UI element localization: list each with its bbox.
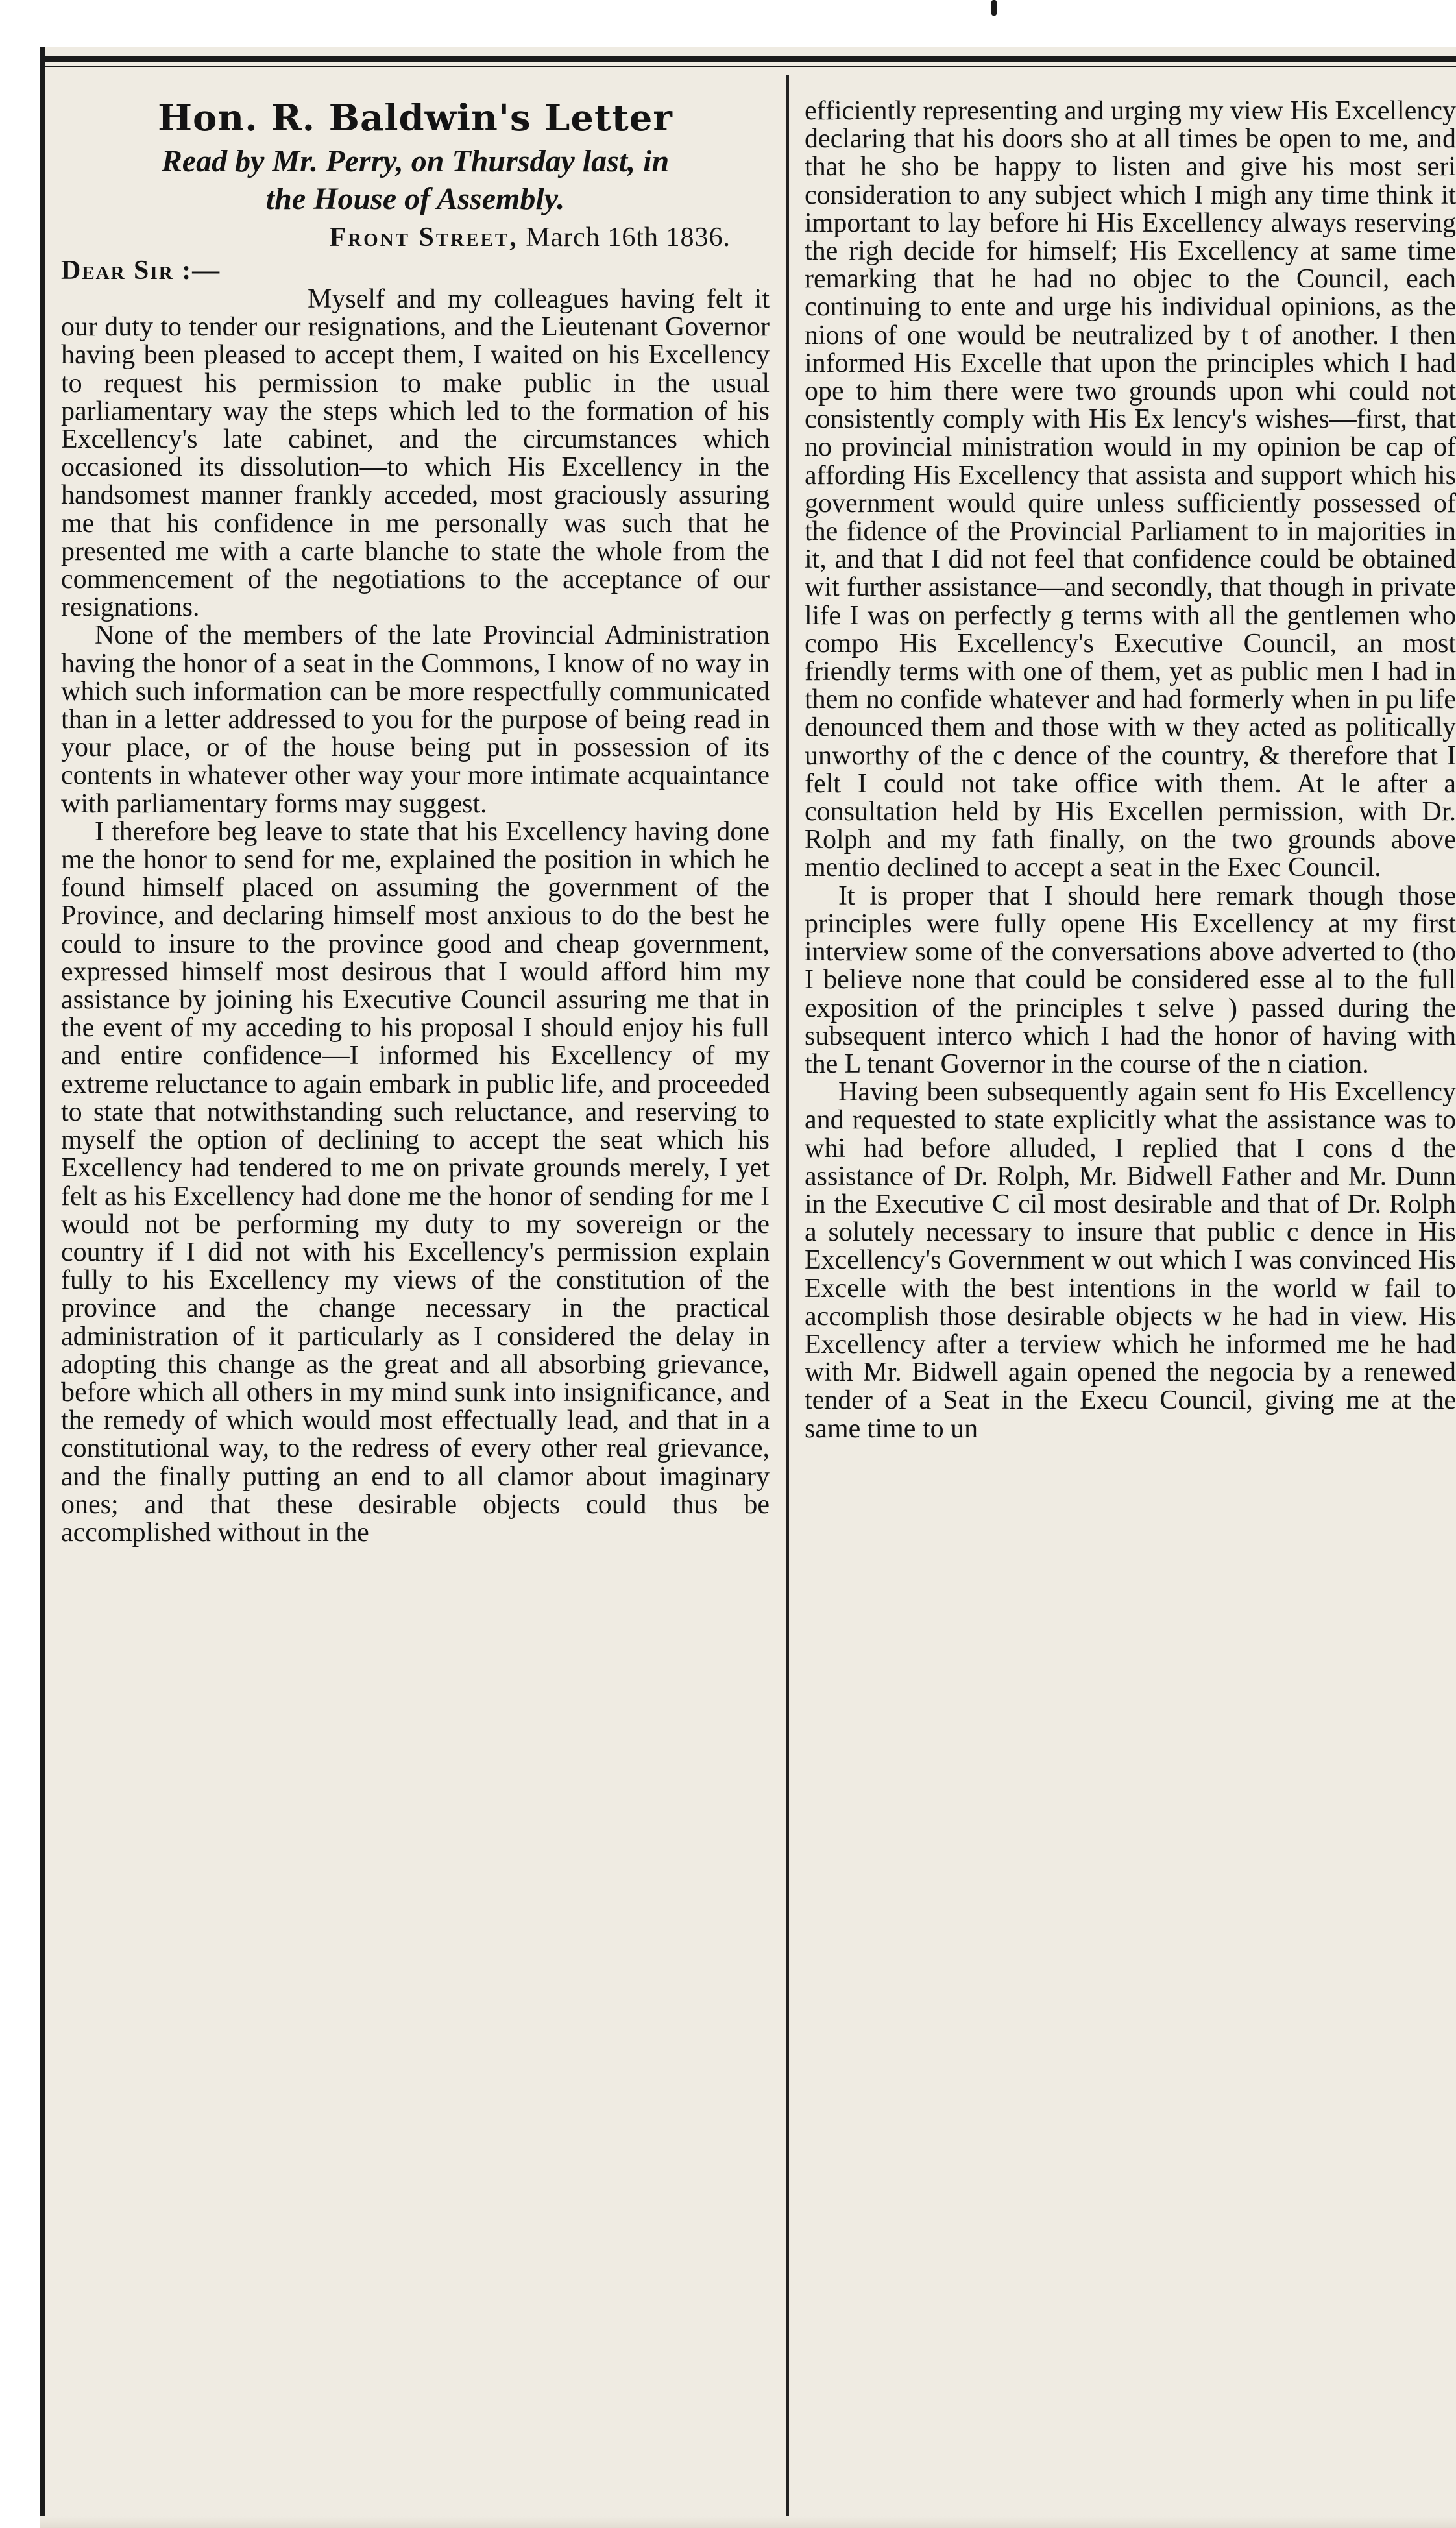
dateline [61, 219, 770, 256]
dateline-date: March 16th 1836. [526, 223, 731, 252]
page-edge-line [40, 0, 45, 2528]
column-divider [786, 75, 789, 2528]
headline: Hon. R. Baldwin's Letter [158, 97, 673, 140]
paragraph: None of the members of the late Provincial Administration having the honor of a seat in the Commons, I know of no way in which such information can be more respectfully communicated than in a letter addressed to you for the purpose of being read in your place, or of the house being put in possession of its contents in whatever other way your more intimate acquaintance with parliamentary forms may suggest. [61, 620, 770, 819]
left-column [61, 97, 770, 2516]
subheadline-line-1: Read by Mr. Perry, on Thursday last, in [161, 144, 670, 178]
salutation: Dear Sir :— [61, 256, 221, 286]
dateline-place: Front Street, [329, 223, 518, 252]
bottom-edge [40, 2516, 1456, 2528]
left-margin [0, 0, 40, 2528]
top-rule-thin [45, 66, 1456, 67]
right-column [805, 97, 1456, 2516]
ink-mark [991, 0, 997, 16]
top-rule [45, 56, 1456, 62]
paragraph: Having been subsequently again sent fo His Excellency and requested to state explicitly what the assistance was to whi had before alluded, I replied that I cons d the assistance of Dr. Rolph, Mr. Bidwell Father and Mr. Dunn in the Executive C cil most desirable and that of Dr. Rolph a solutely necessary to insure that public c dence in His Excellency's Government w out which I was convinced His Excelle with the best intentions in the world w fail to accomplish those desirable objects w he had in view. His Excellency after a terview which he informed me he had with Mr. Bidwell again opened the negocia by a renewed tender of a Seat in the Execu Council, giving me at the same time to un [805, 1077, 1456, 1444]
paragraph: Myself and my colleagues having felt it our duty to tender our resignations, and the Lieutenant Governor having been pleased to accept them, I waited on his Excellency to request his permission to make public in the usual parliamentary way the steps which led to the formation of his Excellency's late cabinet, and the circumstances which occasioned its dissolution—to which His Excellency in the handsomest manner frankly acceded, most graciously assuring me that his confidence in me personally was such that he presented me with a carte blanche to state the whole from the commencement of the negotiations to the acceptance of our resignations. [61, 284, 770, 623]
paragraph: I therefore beg leave to state that his Excellency having done me the honor to send for me, explained the position in which he found himself placed on assuming the government of the Province, and declaring himself most anxious to do the best he could to insure to the province good and cheap government, expressed himself most desirous that I would afford him my assistance by joining his Executive Council assuring me that in the event of my acceding to his proposal I should enjoy his full and entire confidence—I informed his Excellency of my extreme reluctance to again embark in public life, and proceeded to state that notwithstanding such reluctance, and reserving to myself the option of declining to accept the seat which his Excellency had tendered to me on private grounds merely, I yet felt as his Excellency had done me the honor of sending for me I would not be performing my duty to my sovereign or the country if I did not with his Excellency's permission explain fully to his Excellency my views of the constitution of the province and the change necessary in the practical administration of it particularly as I considered the delay in adopting this change as the great and all absorbing grievance, before which all others in my mind sunk into insignificance, and the remedy of which would most effectually lead, and that in a constitutional way, to the redress of every other real grievance, and the finally putting an end to all clamor about imaginary ones; and that these desirable objects could thus be accomplished without in the [61, 816, 770, 1548]
subheadline-line-2: the House of Assembly. [265, 182, 565, 216]
paragraph: It is proper that I should here remark though those principles were fully opene His Excellency at my first interview some of the conversations above adverted to (tho I believe none that could be considered esse al to the full exposition of the principles t selve ) passed during the subsequent interco which I had the honor of having with the L tenant Governor in the course of the n ciation. [805, 881, 1456, 1079]
top-margin [40, 0, 1456, 47]
paragraph: efficiently representing and urging my view His Excellency declaring that his doors sho at all times be open to me, and that he sho be happy to listen and give his most seri consideration to any subject which I migh any time think it important to lay before hi His Excellency always reserving the righ decide for himself; His Excellency at same time remarking that he had no objec to the Council, each continuing to ente and urge his individual opinions, as the nions of one would be neutralized by t of another. I then informed His Excelle that upon the principles which I had ope to him there were two grounds upon whi could not consistently comply with His Ex lency's wishes—first, that no provincial ministration would in my opinion be cap of affording His Excellency that assista and support which his government would quire unless sufficiently possessed of the fidence of the Provincial Parliament to in majorities in it, and that I did not feel that confidence could be obtained wit further assistance—and secondly, that though in private life I was on perfectly g terms with all the gentlemen who compo His Excellency's Executive Council, an most friendly terms with one of them, yet as public men I had in them no confide whatever and had formerly when in pu life denounced them and those with w they acted as politically unworthy of the c dence of the country, & therefore that I felt I could not take office with them. At le after a consultation held by His Excellen permission, with Dr. Rolph and my fath finally, on the two grounds above mentio declined to accept a seat in the Exec Council. [805, 97, 1456, 883]
